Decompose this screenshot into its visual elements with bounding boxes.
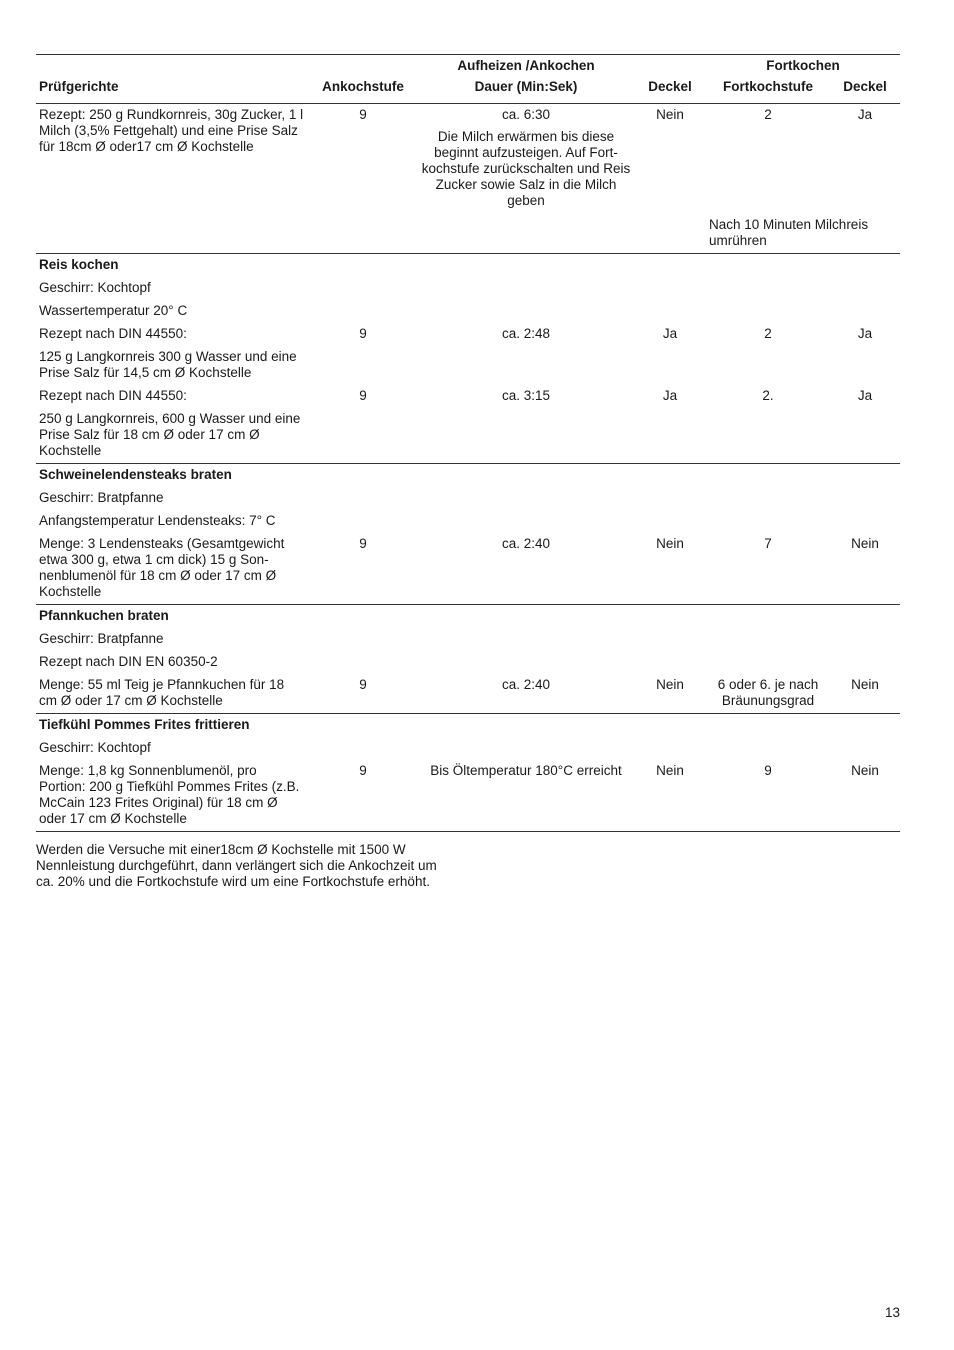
- header-ankochstufe: Ankochstufe: [322, 79, 404, 94]
- cell-fortkochstufe: 2: [706, 104, 830, 214]
- cell-deckel: Ja: [830, 104, 900, 214]
- header-group-aufheizen: Aufheizen /Ankochen: [418, 55, 634, 80]
- table-row-reis-rezept-1: [36, 323, 900, 346]
- cell-rezept: Rezept nach DIN EN 60350-2: [39, 654, 218, 669]
- cell-fortkochstufe: 7: [764, 536, 772, 551]
- cell-dauer: ca. 3:15: [501, 388, 551, 403]
- cell-deckel: Nein: [851, 536, 879, 551]
- cell-temperature: Anfangstemperatur Lendensteaks: 7° C: [39, 513, 276, 528]
- cell-ankochstufe: 9: [359, 536, 367, 551]
- cell-geschirr: Geschirr: Kochtopf: [39, 740, 151, 755]
- cell-ankochstufe: 9: [359, 677, 367, 692]
- header-group-row: [36, 55, 900, 80]
- cell-deckel: Ja: [662, 388, 678, 403]
- cell-geschirr: Geschirr: Kochtopf: [39, 280, 151, 295]
- table-row-milchreis-note: [36, 213, 900, 254]
- cell-ankochstufe: 9: [359, 326, 367, 341]
- table-row: [36, 408, 900, 464]
- table-row-pommes: [36, 760, 900, 832]
- table-row: [36, 737, 900, 760]
- page-number: 13: [884, 1305, 900, 1320]
- cell-deckel: Ja: [662, 326, 678, 341]
- table-row-pfannkuchen: [36, 674, 900, 714]
- cell-deckel: Nein: [830, 760, 900, 832]
- cell-fortkochstufe: 2.: [762, 388, 774, 403]
- cell-deckel: Nein: [656, 536, 684, 551]
- dauer-value: ca. 6:30: [501, 107, 551, 122]
- cell-ankochstufe: 9: [359, 388, 367, 403]
- section-title: Schweinelendensteaks braten: [36, 464, 900, 488]
- cell-description: Menge: 55 ml Teig je Pfannkuchen für 18 cm Ø oder 17 cm Ø Kochstelle: [39, 677, 285, 708]
- table-row-milchreis: [36, 104, 900, 214]
- header-spacer: [308, 55, 418, 80]
- cell-description: 250 g Langkornreis, 600 g Wasser und eine Prise Salz für 18 cm Ø oder 17 cm Ø Kochstelle: [39, 411, 301, 458]
- cell-fortkochen-note: Nach 10 Minuten Milchreis umrühren: [709, 217, 869, 248]
- section-heading-pommes: [36, 714, 900, 738]
- table-row: [36, 346, 900, 385]
- section-heading-reis: [36, 254, 900, 278]
- header-dauer: Dauer (Min:Sek): [474, 79, 578, 94]
- cell-dauer: ca. 2:40: [501, 677, 551, 692]
- cell-description: Menge: 1,8 kg Sonnenblumenöl, pro Portion: 200 g Tiefkühl Pommes Frites (z.B. McCain 123 Frites Original) für 18 cm Ø oder 17 cm Ø Kochstelle: [36, 760, 308, 832]
- test-dishes-table: [36, 54, 900, 832]
- header-deckel: Deckel: [843, 79, 887, 94]
- cell-description: 125 g Langkornreis 300 g Wasser und eine Prise Salz für 14,5 cm Ø Kochstelle: [39, 349, 297, 380]
- cell-dauer: Bis Öltemperatur 180°C erreicht: [418, 760, 634, 832]
- table-row-steaks: [36, 533, 900, 605]
- cell-fortkochstufe: 9: [706, 760, 830, 832]
- test-dishes-table-section: [36, 54, 900, 832]
- section-title: Pfannkuchen braten: [36, 605, 900, 629]
- cell-deckel: Nein: [656, 677, 684, 692]
- table-row: [36, 651, 900, 674]
- cell-deckel: Nein: [634, 760, 706, 832]
- cell-description: Rezept nach DIN 44550:: [39, 388, 187, 403]
- section-heading-pfannkuchen: [36, 605, 900, 629]
- footnote: Werden die Versuche mit einer18cm Ø Kochstelle mit 1500 W Nennleistung durchgeführt, dann verlängert sich die Ankochzeit um ca. 20% und die Fortkochstufe wird um eine Fortkochstufe erhöht.: [36, 842, 437, 889]
- cell-description: Rezept nach DIN 44550:: [39, 326, 187, 341]
- cell-ankochstufe: 9: [308, 760, 418, 832]
- cell-fortkochstufe: 2: [764, 326, 772, 341]
- cell-ankochstufe: 9: [308, 104, 418, 214]
- cell-description: Menge: 3 Lendensteaks (Gesamtgewicht etwa 300 g, etwa 1 cm dick) 15 g Son-nenblumenöl für 18 cm Ø oder 17 cm Ø Kochstelle: [39, 536, 285, 599]
- header-spacer: [36, 55, 308, 80]
- cell-deckel: Nein: [851, 677, 879, 692]
- cell-dauer: ca. 2:40: [501, 536, 551, 551]
- header-deckel: Deckel: [648, 79, 692, 94]
- cell-deckel: Ja: [857, 326, 873, 341]
- cell-deckel: Nein: [634, 104, 706, 214]
- table-row: [36, 487, 900, 510]
- header-group-fortkochen: Fortkochen: [706, 55, 900, 80]
- header-pruefgerichte: Prüfgerichte: [39, 79, 119, 94]
- table-row: [36, 277, 900, 300]
- cell-description: Rezept: 250 g Rundkornreis, 30g Zucker, 1 l Milch (3,5% Fettgehalt) und eine Prise Salz für 18cm Ø oder17 cm Ø Kochstelle: [36, 104, 308, 214]
- cell-dauer: [418, 104, 634, 214]
- header-column-row: [36, 79, 900, 104]
- table-row: [36, 510, 900, 533]
- section-title: Tiefkühl Pommes Frites frittieren: [36, 714, 900, 738]
- section-heading-steaks: [36, 464, 900, 488]
- cell-fortkochstufe: 6 oder 6. je nach Bräunungsgrad: [717, 677, 819, 708]
- header-fortkochstufe: Fortkochstufe: [722, 79, 813, 94]
- table-row: [36, 628, 900, 651]
- cell-temperature: Wassertemperatur 20° C: [39, 303, 188, 318]
- header-spacer: [634, 55, 706, 80]
- cell-geschirr: Geschirr: Bratpfanne: [39, 490, 164, 505]
- cell-deckel: Ja: [857, 388, 873, 403]
- cell-dauer: ca. 2:48: [501, 326, 551, 341]
- dauer-note: Die Milch erwärmen bis diese beginnt aufzusteigen. Auf Fort-kochstufe zurückschalten und Reis Zucker sowie Salz in die Milch geben: [421, 129, 631, 208]
- section-title: Reis kochen: [36, 254, 900, 278]
- table-row-reis-rezept-2: [36, 385, 900, 408]
- table-row: [36, 300, 900, 323]
- cell-geschirr: Geschirr: Bratpfanne: [39, 631, 164, 646]
